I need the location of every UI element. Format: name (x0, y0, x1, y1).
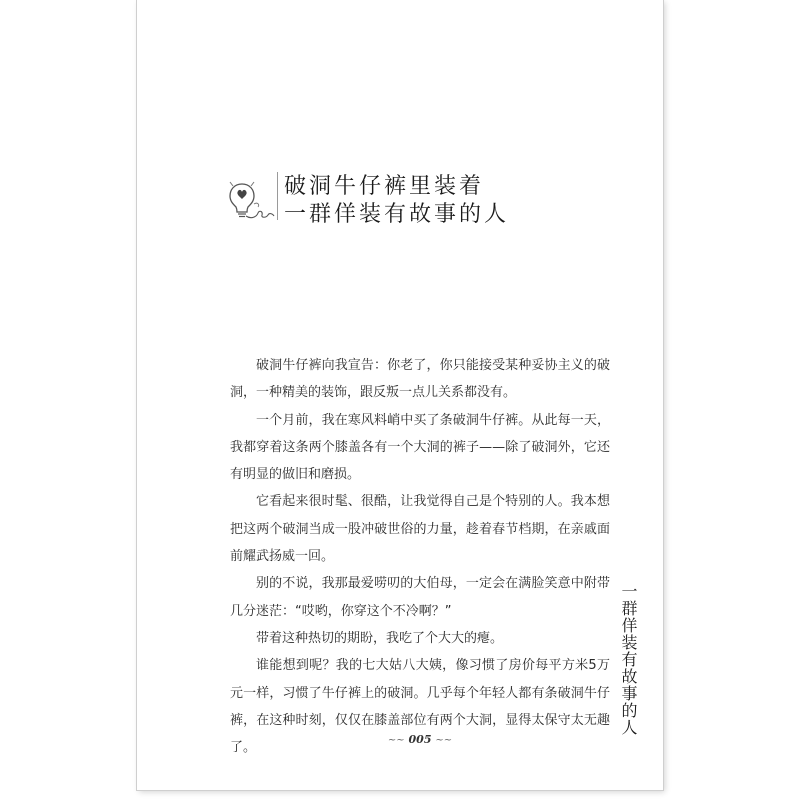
chapter-title-line-1: 破洞牛仔裤里装着 (284, 174, 485, 199)
chapter-title-line-2: 一群佯装有故事的人 (284, 202, 510, 227)
paragraph: 破洞牛仔裤向我宣告：你老了，你只能接受某种妥协主义的破洞，一种精美的装饰，跟反叛一点儿关系都没有。 (230, 358, 610, 401)
running-title: 一群佯装有故事的人 (619, 583, 638, 736)
paragraph: 别的不说，我那最爱唠叨的大伯母，一定会在满脸笑意中附带几分迷茫：“哎哟，你穿这个不冷啊？” (230, 576, 610, 619)
paragraph: 它看起来很时髦、很酷，让我觉得自己是个特别的人。我本想把这两个破洞当成一股冲破世俗的力量，趁着春节档期，在亲戚面前耀武扬威一回。 (230, 494, 610, 565)
page-number (380, 733, 460, 746)
page-number-ornament-right: ~~ (435, 735, 453, 746)
lightbulb-heart-icon (228, 180, 276, 222)
page-number-value: 005 (408, 733, 432, 746)
paragraph: 带着这种热切的期盼，我吃了个大大的瘪。 (256, 630, 504, 646)
chapter-title (284, 173, 509, 229)
body-text (230, 352, 610, 761)
page-number-ornament-left: ~~ (387, 735, 405, 746)
paragraph: 一个月前，我在寒风料峭中买了条破洞牛仔裤。从此每一天，我都穿着这条两个膝盖各有一个大洞的裤子——除了破洞外，它还有明显的做旧和磨损。 (230, 412, 610, 483)
paragraph: 谁能想到呢？我的七大姑八大姨，像习惯了房价每平方米5万元一样，习惯了牛仔裤上的破洞。几乎每个年轻人都有条破洞牛仔裤，在这种时刻，仅仅在膝盖部位有两个大洞，显得太保守太无趣了。 (230, 658, 610, 756)
title-divider (277, 172, 278, 220)
